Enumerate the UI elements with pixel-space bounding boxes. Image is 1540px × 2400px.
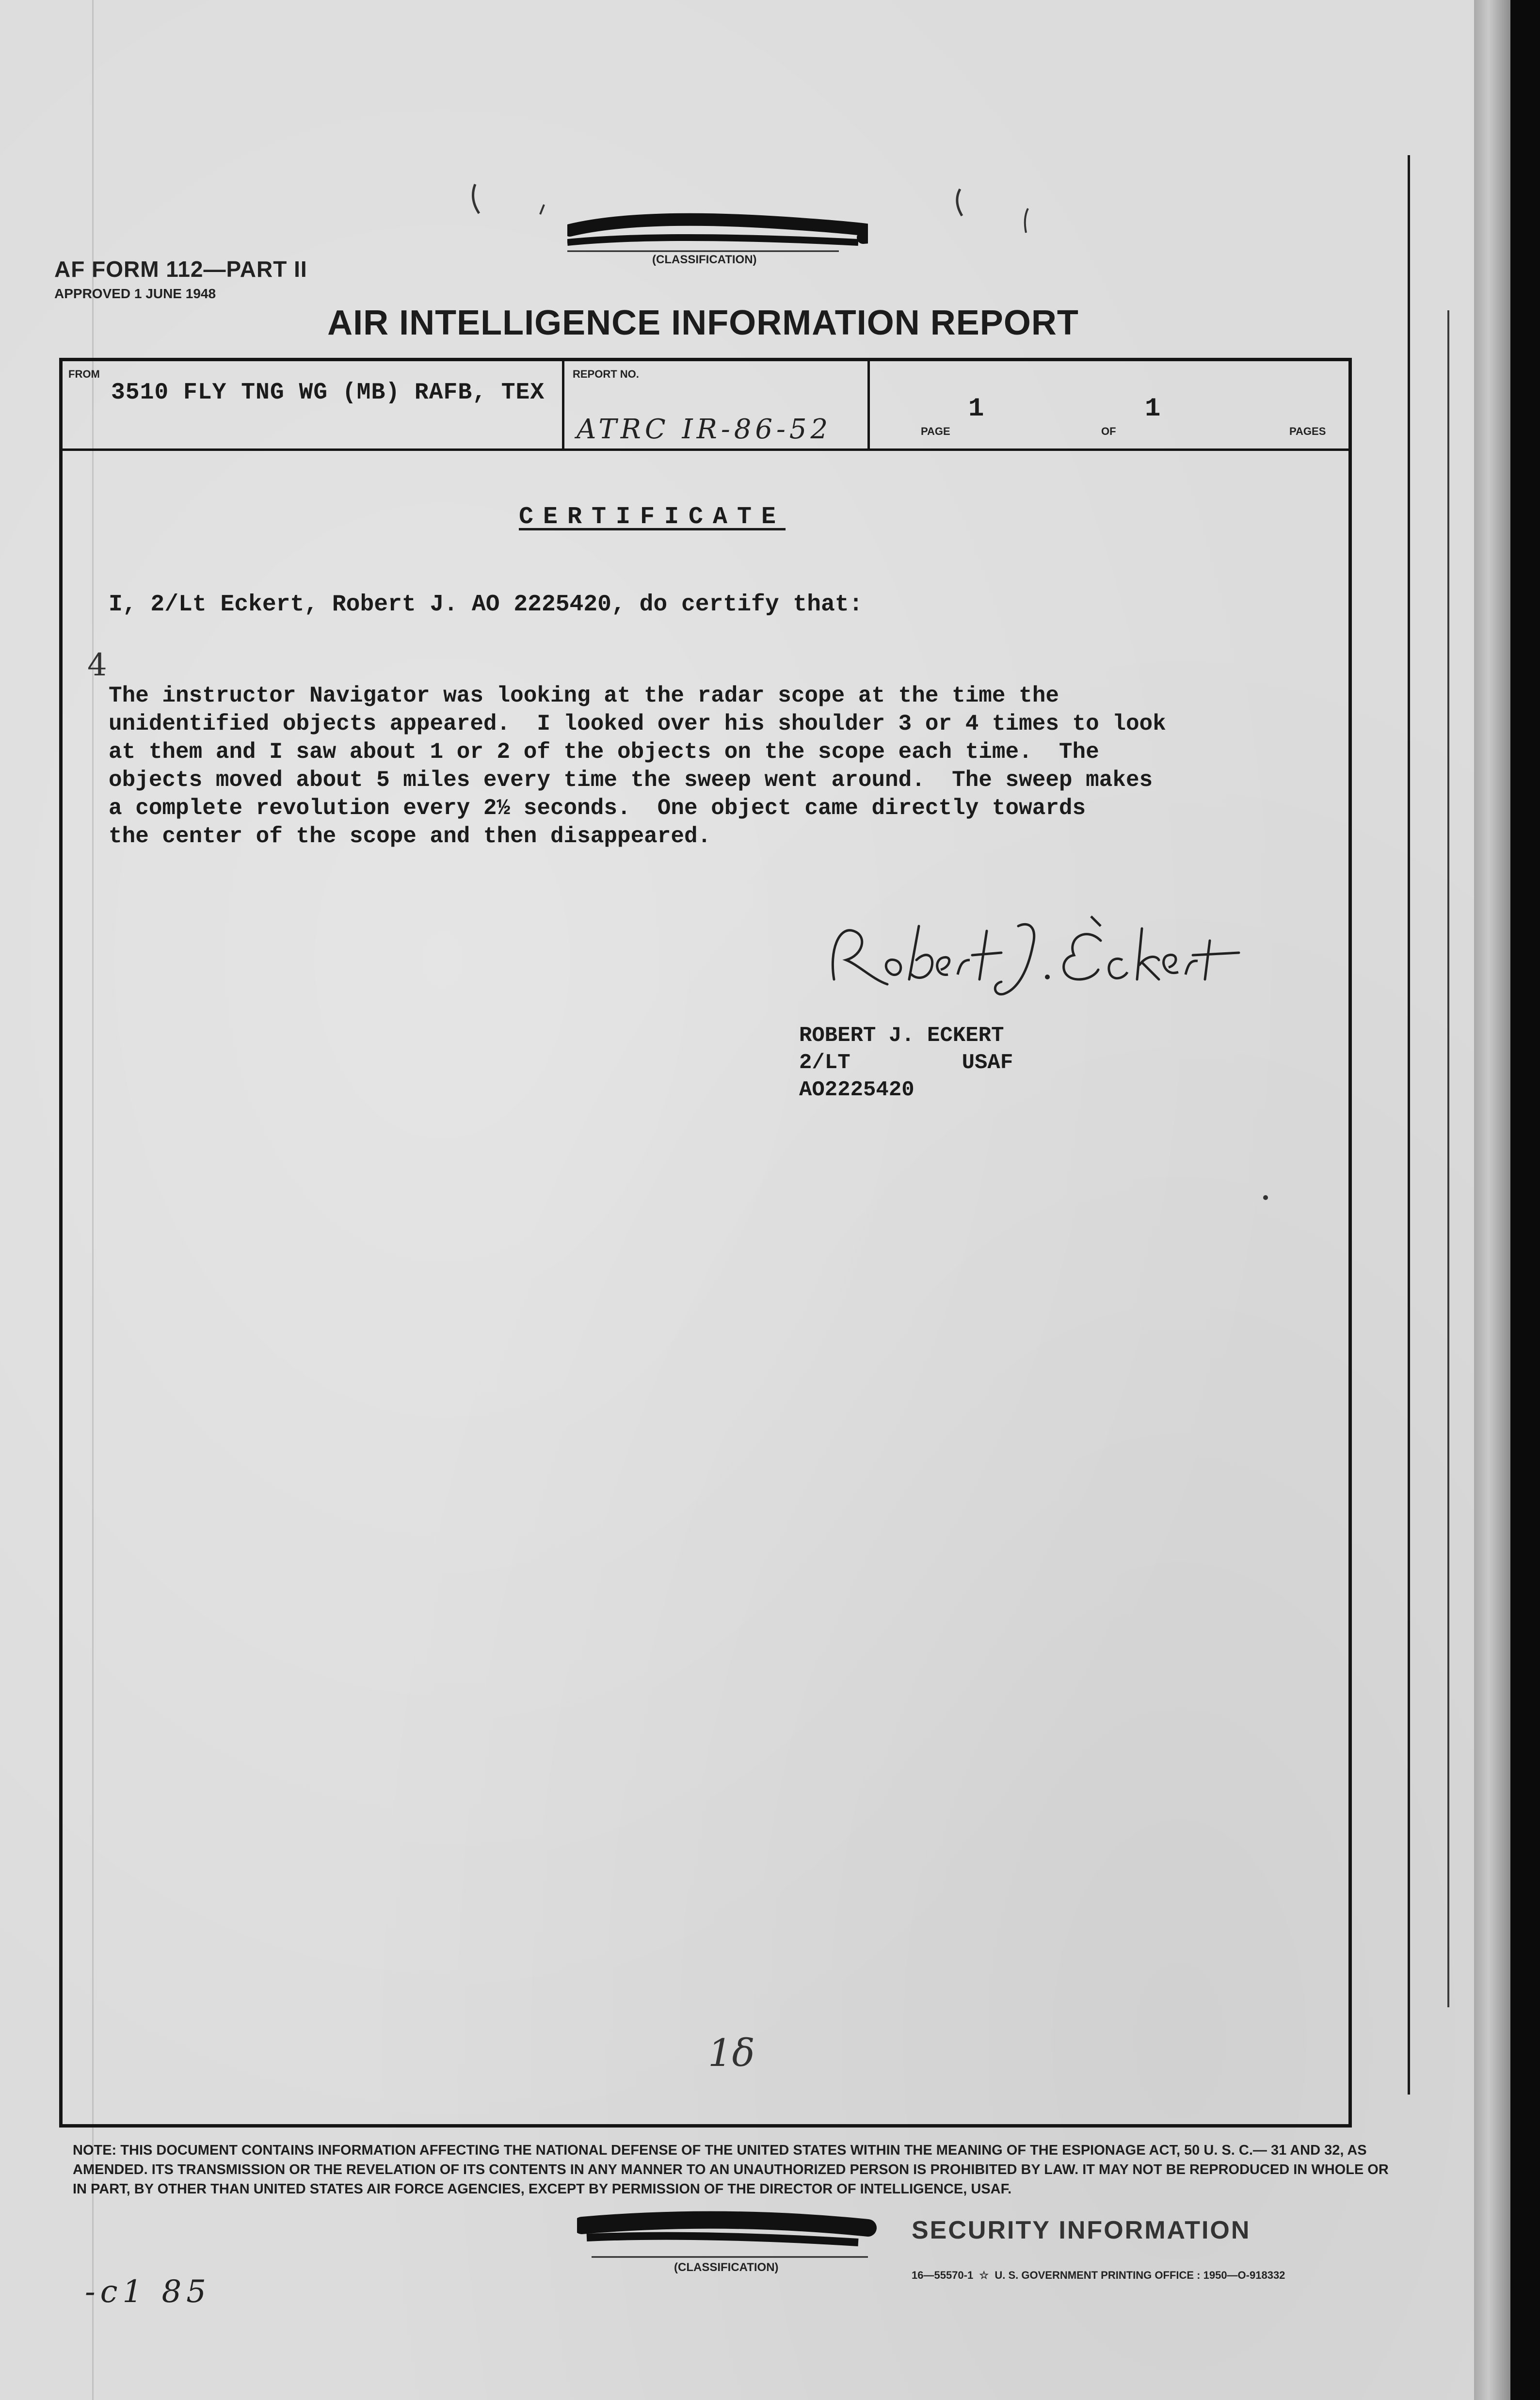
certificate-heading: CERTIFICATE xyxy=(519,503,786,531)
paragraph-line: at them and I saw about 1 or 2 of the objects on the scope each time. The xyxy=(109,739,1099,765)
report-paragraph xyxy=(109,682,1292,850)
handwritten-signature xyxy=(819,907,1241,1004)
note-text: THIS DOCUMENT CONTAINS INFORMATION AFFECTING THE NATIONAL DEFENSE OF THE UNITED STATES WITHIN THE MEANING OF THE ESPIONAGE ACT, 50 U. S. C.— 31 AND 32, AS AMENDED. ITS TRANSMISSION OR THE REVELATION OF ITS CONTENTS IN ANY MANNER TO AN UNAUTHORIZED PERSON IS PROHIBITED BY LAW. IT MAY NOT BE REPRODUCED IN WHOLE OR IN PART, BY OTHER THAN UNITED STATES AIR FORCE AGENCIES, EXCEPT BY PERMISSION OF THE DIRECTOR OF INTELLIGENCE, USAF. xyxy=(73,2143,1389,2197)
report-number-value: ATRC IR-86-52 xyxy=(577,414,832,445)
page-edge xyxy=(1474,0,1510,2400)
ink-dot xyxy=(1263,1195,1268,1200)
handwritten-file-mark: -c1 85 xyxy=(85,2274,211,2310)
form-approval-date: APPROVED 1 JUNE 1948 xyxy=(54,286,216,301)
page-number: 1 xyxy=(968,394,984,424)
report-number-cell xyxy=(562,361,870,448)
paragraph-line: objects moved about 5 miles every time the sweep went around. The sweep makes xyxy=(109,768,1153,793)
report-form-box xyxy=(59,358,1352,2128)
report-number-label: REPORT NO. xyxy=(573,368,639,380)
paragraph-line: a complete revolution every 2½ seconds. One object came directly towards xyxy=(109,796,1086,821)
from-value: 3510 FLY TNG WG (MB) RAFB, TEX xyxy=(111,380,545,406)
margin-mark: 4 xyxy=(87,647,107,683)
note-label: NOTE: xyxy=(73,2143,117,2158)
classification-label-top: (CLASSIFICATION) xyxy=(652,253,757,266)
report-title: AIR INTELLIGENCE INFORMATION REPORT xyxy=(327,304,1079,342)
printing-office-line: 16—55570-1 ☆ U. S. GOVERNMENT PRINTING OFFICE : 1950—O-918332 xyxy=(912,2269,1285,2281)
handwritten-page-mark: 1δ xyxy=(708,2032,755,2075)
signer-rank: 2/LT xyxy=(799,1051,850,1075)
report-header-row xyxy=(63,361,1348,451)
signer-name: ROBERT J. ECKERT xyxy=(799,1024,1004,1048)
page-count-cell xyxy=(867,361,1348,448)
from-cell xyxy=(63,361,564,448)
fold-line xyxy=(1408,155,1410,2095)
classification-block-top xyxy=(567,208,868,267)
from-label: FROM xyxy=(68,368,100,380)
fold-line-secondary xyxy=(1447,310,1449,2007)
paragraph-line: the center of the scope and then disappeared. xyxy=(109,824,711,849)
form-number: AF FORM 112—PART II xyxy=(54,256,307,282)
signer-serial: AO2225420 xyxy=(799,1078,914,1102)
signer-service: USAF xyxy=(962,1051,1013,1075)
classification-label-bottom: (CLASSIFICATION) xyxy=(674,2261,779,2274)
security-information-stamp: SECURITY INFORMATION xyxy=(912,2216,1251,2244)
pages-label: PAGES xyxy=(1289,425,1326,437)
paragraph-line: The instructor Navigator was looking at the radar scope at the time the xyxy=(109,683,1059,708)
signer-rank-line xyxy=(799,1049,1013,1076)
certification-statement: I, 2/Lt Eckert, Robert J. AO 2225420, do certify that: xyxy=(109,592,863,618)
of-label: OF xyxy=(1101,425,1116,437)
security-note xyxy=(73,2141,1401,2199)
page-label: PAGE xyxy=(921,425,950,437)
total-pages: 1 xyxy=(1145,394,1161,424)
paragraph-line: unidentified objects appeared. I looked over his shoulder 3 or 4 times to look xyxy=(109,711,1166,736)
signature-block xyxy=(799,1022,1013,1104)
